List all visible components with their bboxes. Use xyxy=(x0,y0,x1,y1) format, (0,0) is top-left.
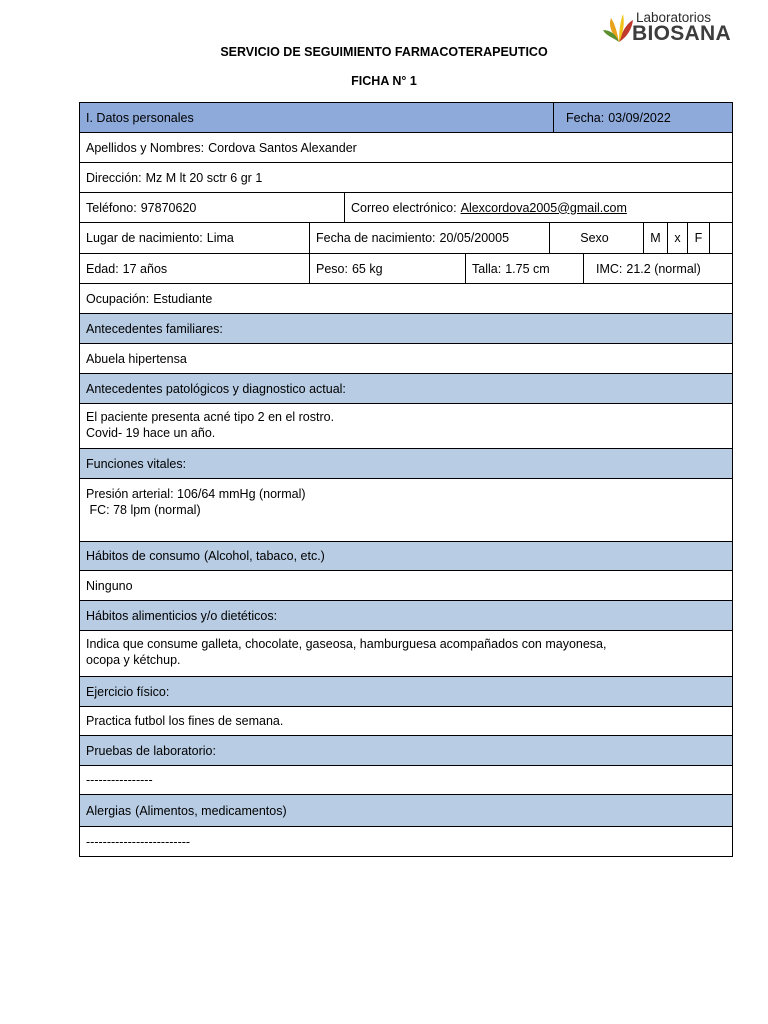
correo-label: Correo electrónico: xyxy=(351,200,457,215)
page-title: SERVICIO DE SEGUIMIENTO FARMACOTERAPEUTICO xyxy=(220,45,548,59)
pruebas-header-row xyxy=(80,736,732,766)
biosana-logo xyxy=(602,10,752,46)
edad-value: 17 años xyxy=(122,261,168,276)
talla-cell xyxy=(466,254,584,283)
fnac-cell xyxy=(310,223,550,253)
alergias-header xyxy=(80,795,732,826)
sexo-empty-cell xyxy=(710,223,732,253)
alim-header: Hábitos alimenticios y/o dietéticos: xyxy=(86,608,278,623)
lugar-value: Lima xyxy=(206,231,234,245)
fecha-label: Fecha: xyxy=(566,110,605,125)
ocupacion-row xyxy=(80,284,732,314)
vitales-header: Funciones vitales: xyxy=(86,456,187,471)
sexo-cell xyxy=(550,223,644,253)
nombres-value: Cordova Santos Alexander xyxy=(208,140,357,155)
logo-leaf-icon xyxy=(602,12,636,44)
antpat-line-2: Covid- 19 hace un año. xyxy=(86,426,216,440)
ejercicio-value-row xyxy=(80,707,732,736)
alim-line-1: Indica que consume galleta, chocolate, gaseosa, hamburguesa acompañados con mayonesa, xyxy=(86,637,607,651)
sexo-f-label: F xyxy=(694,231,703,245)
alim-value xyxy=(80,631,732,676)
vitales-line-2: FC: 78 lpm (normal) xyxy=(86,503,201,517)
antfam-header-row xyxy=(80,314,732,344)
personal-data-header-row xyxy=(80,103,732,133)
talla-label: Talla: xyxy=(472,261,502,276)
correo-cell xyxy=(345,193,732,222)
alergias-header-row xyxy=(80,795,732,827)
vitales-value xyxy=(80,479,732,541)
peso-value: 65 kg xyxy=(351,261,383,276)
alergias-value-row xyxy=(80,827,732,857)
pruebas-value-row xyxy=(80,766,732,795)
habitos-header xyxy=(80,542,732,570)
direccion-value: Mz M lt 20 sctr 6 gr 1 xyxy=(145,170,263,185)
ocupacion-value: Estudiante xyxy=(153,291,213,306)
contacto-row xyxy=(80,193,732,223)
sexo-f-cell xyxy=(688,223,710,253)
section-personal-cell xyxy=(80,103,554,132)
direccion-row xyxy=(80,163,732,193)
habitos-value: Ninguno xyxy=(86,578,133,593)
telefono-value: 97870620 xyxy=(140,200,197,215)
telefono-label: Teléfono: xyxy=(86,200,137,215)
ocupacion-cell xyxy=(80,284,732,313)
alergias-header-main: Alergias xyxy=(86,803,132,818)
fecha-cell xyxy=(554,103,732,132)
logo-top-text: Laboratorios xyxy=(636,10,712,25)
peso-cell xyxy=(310,254,466,283)
antfam-header: Antecedentes familiares: xyxy=(86,321,223,336)
sexo-m-cell xyxy=(644,223,668,253)
correo-link[interactable]: Alexcordova2005@gmail.com xyxy=(460,200,627,215)
page-subtitle: FICHA N° 1 xyxy=(351,74,417,88)
patient-form xyxy=(79,102,733,857)
fecha-value: 03/09/2022 xyxy=(608,110,671,125)
sexo-x-cell xyxy=(668,223,688,253)
habitos-header-detail: (Alcohol, tabaco, etc.) xyxy=(203,549,325,563)
habitos-header-row xyxy=(80,542,732,571)
ejercicio-header-row xyxy=(80,677,732,707)
alim-line-2: ocopa y kétchup. xyxy=(86,653,181,667)
direccion-label: Dirección: xyxy=(86,170,142,185)
alergias-header-detail: (Alimentos, medicamentos) xyxy=(135,803,287,818)
fnac-label: Fecha de nacimiento: xyxy=(316,231,436,245)
vitales-header-row xyxy=(80,449,732,479)
edad-cell xyxy=(80,254,310,283)
pruebas-header: Pruebas de laboratorio: xyxy=(86,743,216,758)
alergias-value: ------------------------- xyxy=(86,834,191,849)
antpat-line-1: El paciente presenta acné tipo 2 en el rostro. xyxy=(86,410,335,424)
antpat-header: Antecedentes patológicos y diagnostico actual: xyxy=(86,381,346,396)
lugar-label: Lugar de nacimiento: xyxy=(86,231,203,245)
habitos-value-row xyxy=(80,571,732,601)
direccion-cell xyxy=(80,163,732,192)
nombres-label: Apellidos y Nombres: xyxy=(86,140,205,155)
imc-cell xyxy=(584,254,732,283)
section-personal-label: I. Datos personales xyxy=(86,110,194,125)
pruebas-value: ---------------- xyxy=(86,773,153,787)
talla-value: 1.75 cm xyxy=(505,261,550,276)
antpat-value-row xyxy=(80,404,732,449)
lugar-cell xyxy=(80,223,310,253)
nacimiento-row xyxy=(80,223,732,254)
sexo-label: Sexo xyxy=(580,231,609,245)
medidas-row xyxy=(80,254,732,284)
antpat-value xyxy=(80,404,732,448)
imc-value: 21.2 (normal) xyxy=(626,261,701,276)
alim-value-row xyxy=(80,631,732,677)
ejercicio-value: Practica futbol los fines de semana. xyxy=(86,714,284,728)
antfam-value: Abuela hipertensa xyxy=(86,351,187,366)
habitos-header-main: Hábitos de consumo xyxy=(86,549,200,563)
sexo-x-mark: x xyxy=(674,231,681,245)
ejercicio-header: Ejercicio físico: xyxy=(86,684,170,699)
antfam-value-row xyxy=(80,344,732,374)
vitales-value-row xyxy=(80,479,732,542)
logo-main-text: BIOSANA xyxy=(632,22,731,45)
alim-header-row xyxy=(80,601,732,631)
nombres-row xyxy=(80,133,732,163)
vitales-line-1: Presión arterial: 106/64 mmHg (normal) xyxy=(86,487,306,501)
edad-label: Edad: xyxy=(86,261,119,276)
nombres-cell xyxy=(80,133,732,162)
fnac-value: 20/05/20005 xyxy=(439,231,510,245)
antpat-header-row xyxy=(80,374,732,404)
sexo-m-label: M xyxy=(650,231,661,245)
peso-label: Peso: xyxy=(316,261,348,276)
telefono-cell xyxy=(80,193,345,222)
ocupacion-label: Ocupación: xyxy=(86,291,150,306)
imc-label: IMC: xyxy=(596,261,623,276)
